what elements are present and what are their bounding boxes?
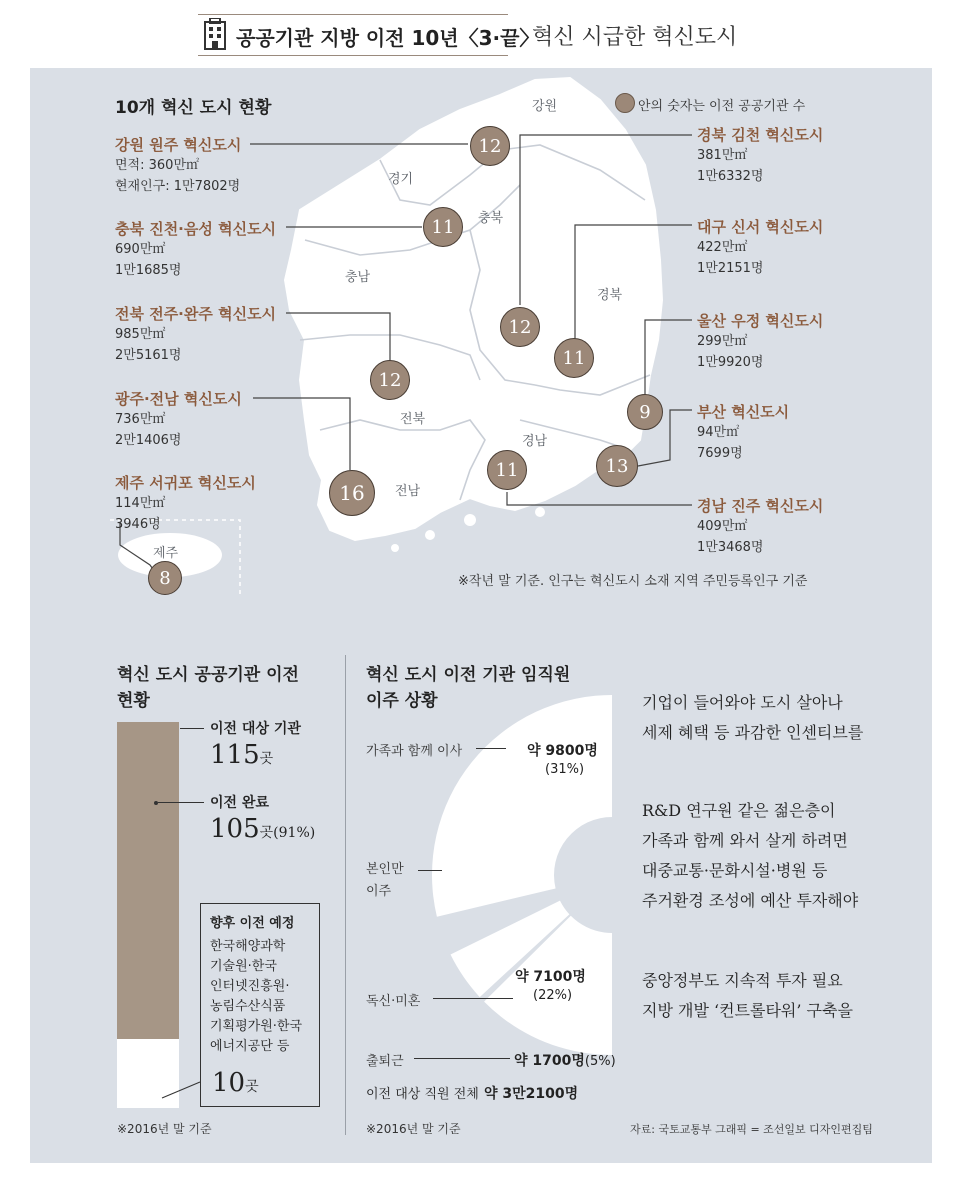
city-name: 대구 신서 혁신도시 — [697, 218, 824, 236]
count-circle: 12 — [470, 126, 510, 166]
leader-line — [418, 870, 442, 871]
city-area: 422만㎡ — [697, 240, 748, 255]
source-credit: 자료: 국토교통부 그래픽 = 조선일보 디자인편집팀 — [630, 1123, 873, 1136]
slice-label: 가족과 함께 이사 — [366, 744, 463, 759]
city-population: 현재인구: 1만7802명 — [115, 179, 241, 194]
article-subtitle: 혁신 시급한 혁신도시 — [532, 25, 738, 50]
slice-value-group — [514, 1050, 616, 1070]
quote-line: 지방 개발 ‘컨트롤타워’ 구축을 — [642, 1001, 853, 1020]
island-shape — [425, 530, 435, 540]
quote-block-2 — [642, 796, 858, 916]
map-footnote: ※작년 말 기준. 인구는 혁신도시 소재 지역 주민등록인구 기준 — [458, 574, 808, 589]
staff-title: 혁신 도시 이전 기관 임직원 — [366, 665, 571, 685]
city-name: 강원 원주 혁신도시 — [115, 136, 242, 154]
slice-pct: (22%) — [533, 988, 573, 1003]
city-population: 2만5161명 — [115, 348, 182, 363]
city-population: 1만3468명 — [697, 540, 764, 555]
planned-item: 기술원·한국 — [210, 959, 277, 974]
city-area: 736만㎡ — [115, 412, 166, 427]
city-population: 3946명 — [115, 517, 161, 532]
city-busan — [697, 401, 789, 464]
done-value: 105 — [210, 814, 260, 844]
planned-unit: 곳 — [245, 1079, 259, 1095]
city-gwangju — [115, 388, 242, 451]
city-population: 1만2151명 — [697, 261, 764, 276]
city-name: 제주 서귀포 혁신도시 — [115, 474, 256, 492]
city-wonju — [115, 134, 241, 197]
planned-value: 10 — [212, 1068, 246, 1098]
city-gimcheon — [697, 124, 823, 187]
count-circle: 11 — [487, 450, 527, 490]
city-name: 충북 진천·음성 혁신도시 — [115, 220, 277, 238]
slice-value: 약 9800명 — [527, 743, 598, 759]
city-population: 2만1406명 — [115, 433, 182, 448]
planned-item: 에너지공단 등 — [210, 1039, 290, 1054]
total-value: 약 3만2100명 — [483, 1086, 579, 1102]
count-circle: 9 — [627, 394, 663, 430]
count-circle: 8 — [148, 561, 182, 595]
quote-line: 주거환경 조성에 예산 투자해야 — [642, 891, 859, 910]
region-label: 강원 — [532, 99, 558, 114]
count-circle: 11 — [423, 207, 463, 247]
relocation-footnote: ※2016년 말 기준 — [117, 1122, 212, 1136]
count-circle: 16 — [329, 470, 375, 516]
city-jeonju — [115, 303, 276, 366]
city-area: 면적: 360만㎡ — [115, 158, 199, 173]
legend-circle-icon — [615, 93, 635, 113]
planned-item: 인터넷진흥원· — [210, 979, 290, 994]
planned-item: 한국해양과학 — [210, 939, 286, 954]
quote-block-1 — [642, 688, 863, 748]
slice-pct: (42%) — [471, 884, 514, 899]
target-value: 115 — [210, 740, 260, 770]
city-name: 광주·전남 혁신도시 — [115, 390, 242, 408]
quote-line: 중앙정부도 지속적 투자 필요 — [642, 971, 843, 990]
slice-value: 약 7100명 — [515, 969, 586, 985]
region-label: 전북 — [400, 412, 426, 427]
target-label: 이전 대상 기관 — [210, 721, 301, 737]
count-circle: 12 — [370, 360, 410, 400]
region-label: 제주 — [153, 546, 179, 561]
island-shape — [464, 514, 476, 526]
city-area: 94만㎡ — [697, 425, 740, 440]
slice-value: 약 1700명 — [514, 1053, 585, 1069]
staff-title-2: 이주 상황 — [366, 691, 438, 711]
planned-item: 기획평가원·한국 — [210, 1019, 303, 1034]
city-jinju — [697, 495, 823, 558]
city-area: 299만㎡ — [697, 334, 748, 349]
city-population: 1만9920명 — [697, 355, 764, 370]
done-label: 이전 완료 — [210, 795, 269, 811]
map-title: 10개 혁신 도시 현황 — [115, 98, 272, 118]
series-title: 공공기관 지방 이전 10년〈3·끝〉 — [236, 26, 540, 50]
planned-label: 향후 이전 예정 — [210, 916, 295, 931]
count-circle: 13 — [596, 445, 638, 487]
city-name: 부산 혁신도시 — [697, 403, 790, 421]
staff-total — [366, 1083, 578, 1103]
city-name: 전북 전주·완주 혁신도시 — [115, 305, 277, 323]
leader-line — [433, 998, 513, 999]
relocation-title: 혁신 도시 공공기관 이전 — [117, 665, 299, 685]
slice-value: 약 1만3500명 — [447, 865, 542, 881]
done-unit: 곳(91%) — [259, 825, 316, 841]
quote-line: 세제 혜택 등 과감한 인센티브를 — [642, 723, 864, 742]
count-circle: 11 — [554, 338, 594, 378]
city-jincheon — [115, 218, 276, 281]
count-circle: 12 — [500, 307, 540, 347]
city-area: 409만㎡ — [697, 519, 748, 534]
slice-label: 독신·미혼 — [366, 994, 421, 1009]
quote-block-3 — [642, 966, 853, 1026]
total-label: 이전 대상 직원 전체 — [366, 1087, 479, 1102]
region-label: 경북 — [597, 288, 623, 303]
quote-line: 가족과 함께 와서 살게 하려면 — [642, 831, 848, 850]
quote-line: 대중교통·문화시설·병원 등 — [642, 861, 828, 880]
slice-label: 본인만 — [366, 862, 404, 877]
city-seogwipo — [115, 472, 256, 535]
map-legend: 안의 숫자는 이전 공공기관 수 — [638, 99, 806, 114]
quote-line: 기업이 들어와야 도시 살아나 — [642, 693, 843, 712]
city-population: 1만6332명 — [697, 169, 764, 184]
donut-slice — [432, 695, 616, 917]
slice-label: 출퇴근 — [366, 1054, 404, 1069]
city-area: 690만㎡ — [115, 242, 166, 257]
city-daegu — [697, 216, 823, 279]
region-label: 충북 — [478, 211, 504, 226]
city-name: 울산 우정 혁신도시 — [697, 312, 824, 330]
city-area: 381만㎡ — [697, 148, 748, 163]
slice-label-2: 이주 — [366, 884, 392, 899]
leader-line — [476, 748, 506, 749]
city-name: 경북 김천 혁신도시 — [697, 126, 824, 144]
planned-item: 농림수산식품 — [210, 999, 286, 1014]
city-ulsan — [697, 310, 823, 373]
region-label: 경남 — [522, 434, 548, 449]
target-unit: 곳 — [259, 751, 274, 767]
region-label: 경기 — [388, 172, 414, 187]
region-label: 충남 — [345, 270, 371, 285]
leader-line — [414, 1058, 510, 1059]
quote-line: R&D 연구원 같은 젊은층이 — [642, 801, 836, 820]
slice-pct: (31%) — [545, 762, 585, 777]
city-area: 985만㎡ — [115, 327, 166, 342]
slice-pct: (5%) — [584, 1054, 616, 1069]
relocation-title-2: 현황 — [117, 691, 150, 711]
region-label: 전남 — [395, 484, 421, 499]
city-population: 1만1685명 — [115, 263, 182, 278]
island-shape — [391, 544, 399, 552]
staff-footnote: ※2016년 말 기준 — [366, 1122, 461, 1136]
city-population: 7699명 — [697, 446, 743, 461]
city-name: 경남 진주 혁신도시 — [697, 497, 824, 515]
city-area: 114만㎡ — [115, 496, 166, 511]
island-shape — [535, 507, 545, 517]
